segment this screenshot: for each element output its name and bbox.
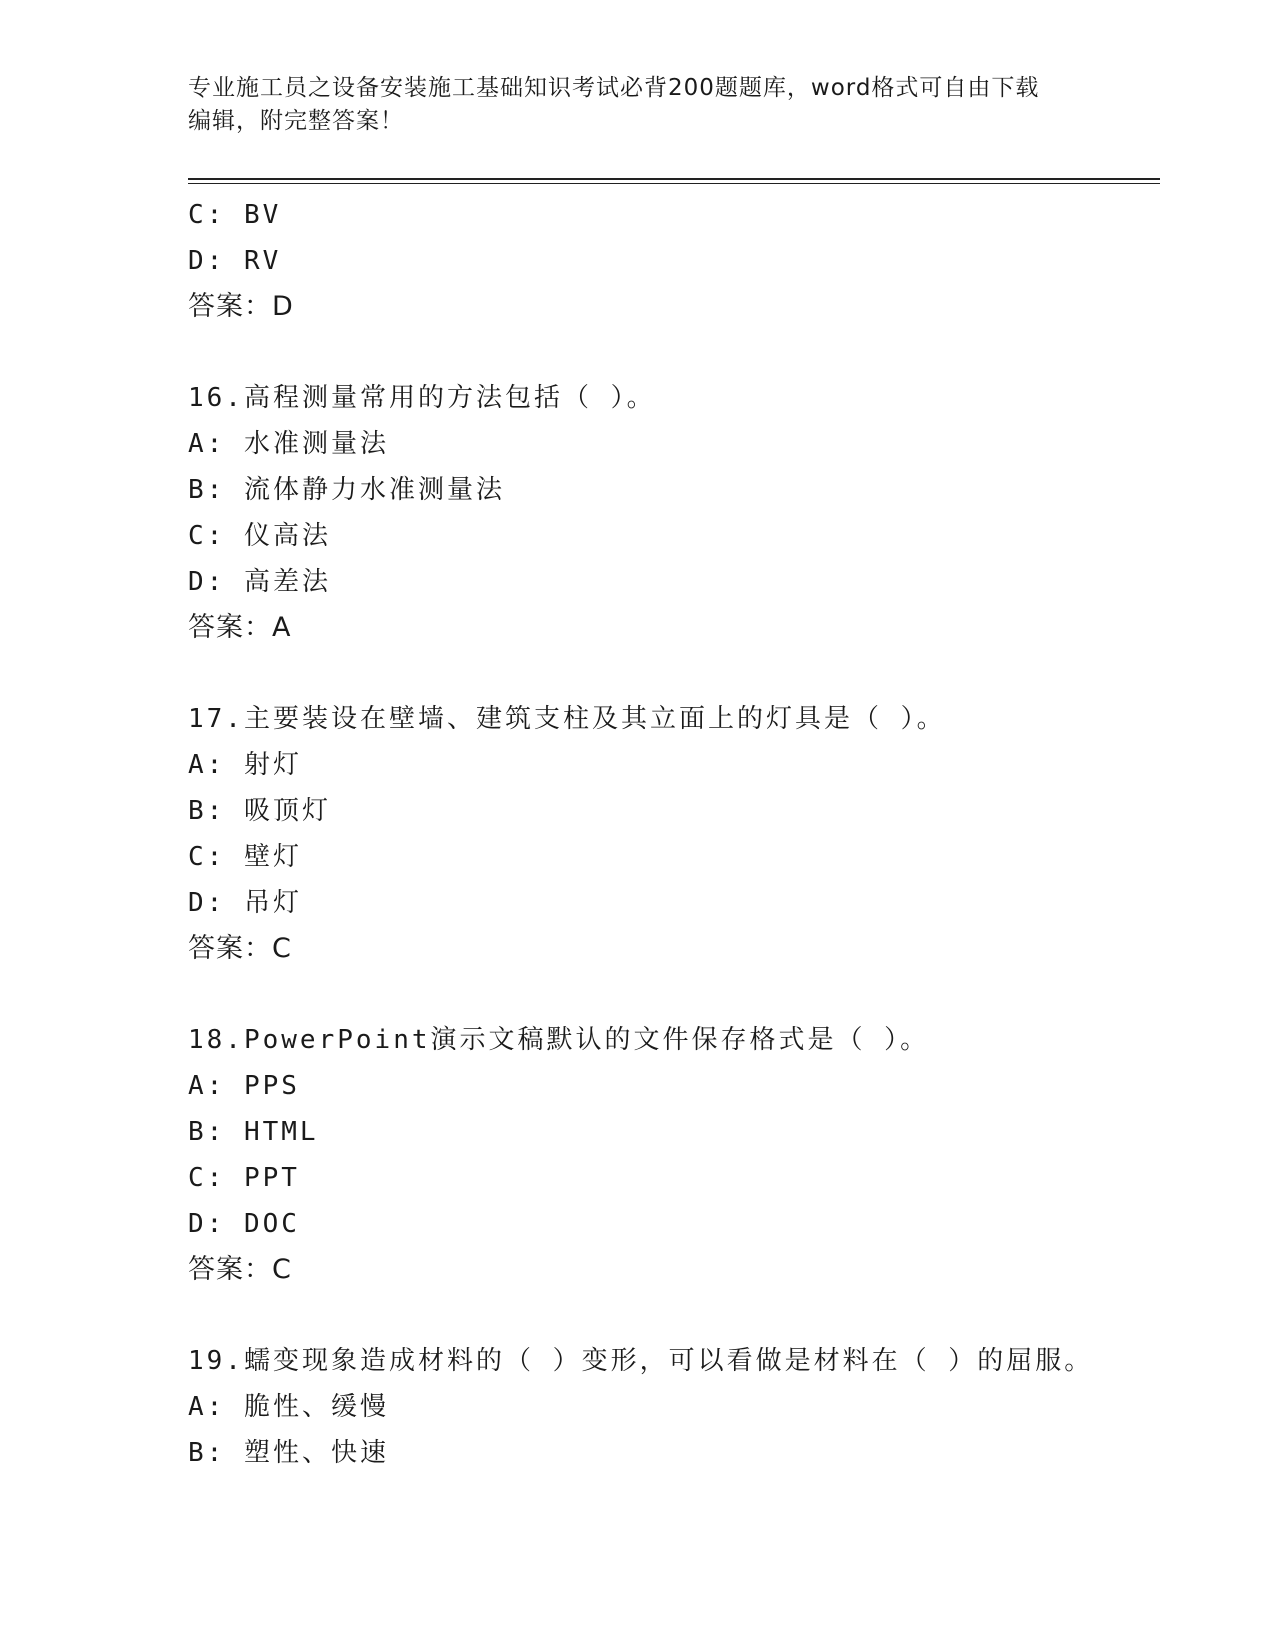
option-text: PPS	[243, 1071, 300, 1101]
option-text: BV	[243, 200, 282, 230]
option-text: 高差法	[243, 567, 331, 597]
question-title	[188, 696, 1160, 742]
option-c	[188, 1155, 1160, 1201]
option-label: B	[188, 796, 207, 826]
answer-line	[188, 605, 1160, 651]
answer-value: D	[272, 291, 294, 322]
answer-value: C	[272, 933, 292, 964]
answer-label: 答案：	[188, 933, 272, 964]
option-d	[188, 880, 1160, 926]
question-title	[188, 375, 1160, 421]
option-label: C	[188, 200, 207, 230]
option-separator: :	[206, 567, 244, 597]
option-text: 水准测量法	[243, 429, 389, 459]
option-separator: :	[206, 200, 244, 230]
question-title	[188, 1338, 1160, 1384]
option-text: 吊灯	[243, 888, 302, 918]
option-label: A	[188, 750, 207, 780]
option-separator: :	[206, 1163, 244, 1193]
question-title	[188, 1017, 1160, 1063]
answer-label: 答案：	[188, 612, 272, 643]
option-separator: :	[206, 888, 244, 918]
option-d	[188, 559, 1160, 605]
question-text: 高程测量常用的方法包括（ ）。	[243, 383, 656, 413]
option-text: PPT	[243, 1163, 300, 1193]
question-17	[188, 696, 1160, 972]
option-text: DOC	[243, 1209, 300, 1239]
answer-label: 答案：	[188, 291, 272, 322]
option-label: C	[188, 521, 207, 551]
question-number: 19.	[188, 1346, 244, 1376]
option-b	[188, 467, 1160, 513]
option-label: D	[188, 1209, 207, 1239]
header-line-2: 编辑，附完整答案！	[188, 108, 404, 134]
option-separator: :	[206, 796, 244, 826]
option-label: A	[188, 1071, 207, 1101]
option-separator: :	[206, 475, 244, 505]
option-text: 吸顶灯	[243, 796, 331, 826]
question-text: 主要装设在壁墙、建筑支柱及其立面上的灯具是（ ）。	[243, 704, 946, 734]
spacer	[188, 972, 1160, 1017]
option-separator: :	[206, 750, 244, 780]
option-separator: :	[206, 1071, 244, 1101]
answer-value: A	[272, 612, 292, 643]
spacer	[188, 330, 1160, 375]
option-label: B	[188, 1117, 207, 1147]
option-label: D	[188, 888, 207, 918]
option-separator: :	[206, 246, 244, 276]
option-label: A	[188, 429, 207, 459]
option-d	[188, 238, 1160, 284]
option-c	[188, 192, 1160, 238]
option-label: C	[188, 842, 207, 872]
option-text: 壁灯	[243, 842, 302, 872]
option-label: D	[188, 567, 207, 597]
option-label: B	[188, 1438, 207, 1468]
question-number: 17.	[188, 704, 244, 734]
header-line-1: 专业施工员之设备安装施工基础知识考试必背200题题库，word格式可自由下载	[188, 75, 1040, 101]
option-text: 塑性、快速	[243, 1438, 389, 1468]
option-b	[188, 1109, 1160, 1155]
answer-value: C	[272, 1254, 292, 1285]
question-text: PowerPoint演示文稿默认的文件保存格式是（ ）。	[243, 1025, 930, 1055]
option-label: D	[188, 246, 207, 276]
option-label: C	[188, 1163, 207, 1193]
option-a	[188, 1384, 1160, 1430]
option-text: RV	[243, 246, 282, 276]
option-separator: :	[206, 1392, 244, 1422]
header-divider-top	[188, 178, 1160, 180]
option-text: 射灯	[243, 750, 302, 780]
option-d	[188, 1201, 1160, 1247]
question-19	[188, 1338, 1160, 1476]
spacer	[188, 1293, 1160, 1338]
option-separator: :	[206, 1209, 244, 1239]
question-number: 16.	[188, 383, 244, 413]
question-text: 蠕变现象造成材料的（ ）变形，可以看做是材料在（ ）的屈服。	[243, 1346, 1094, 1376]
answer-label: 答案：	[188, 1254, 272, 1285]
option-text: 仪高法	[243, 521, 331, 551]
option-label: B	[188, 475, 207, 505]
option-c	[188, 834, 1160, 880]
spacer	[188, 651, 1160, 696]
option-b	[188, 788, 1160, 834]
option-a	[188, 742, 1160, 788]
option-separator: :	[206, 842, 244, 872]
option-a	[188, 421, 1160, 467]
option-separator: :	[206, 1438, 244, 1468]
option-b	[188, 1430, 1160, 1476]
option-text: 脆性、缓慢	[243, 1392, 389, 1422]
question-list	[188, 192, 1160, 1476]
option-text: HTML	[243, 1117, 319, 1147]
header-divider-bottom	[188, 183, 1160, 184]
document-header	[188, 72, 1068, 138]
option-label: A	[188, 1392, 207, 1422]
prev-question	[188, 192, 1160, 330]
question-number: 18.	[188, 1025, 244, 1055]
option-text: 流体静力水准测量法	[243, 475, 505, 505]
option-c	[188, 513, 1160, 559]
option-separator: :	[206, 521, 244, 551]
answer-line	[188, 1247, 1160, 1293]
question-16	[188, 375, 1160, 651]
option-a	[188, 1063, 1160, 1109]
answer-line	[188, 926, 1160, 972]
option-separator: :	[206, 1117, 244, 1147]
option-separator: :	[206, 429, 244, 459]
answer-line	[188, 284, 1160, 330]
question-18	[188, 1017, 1160, 1293]
